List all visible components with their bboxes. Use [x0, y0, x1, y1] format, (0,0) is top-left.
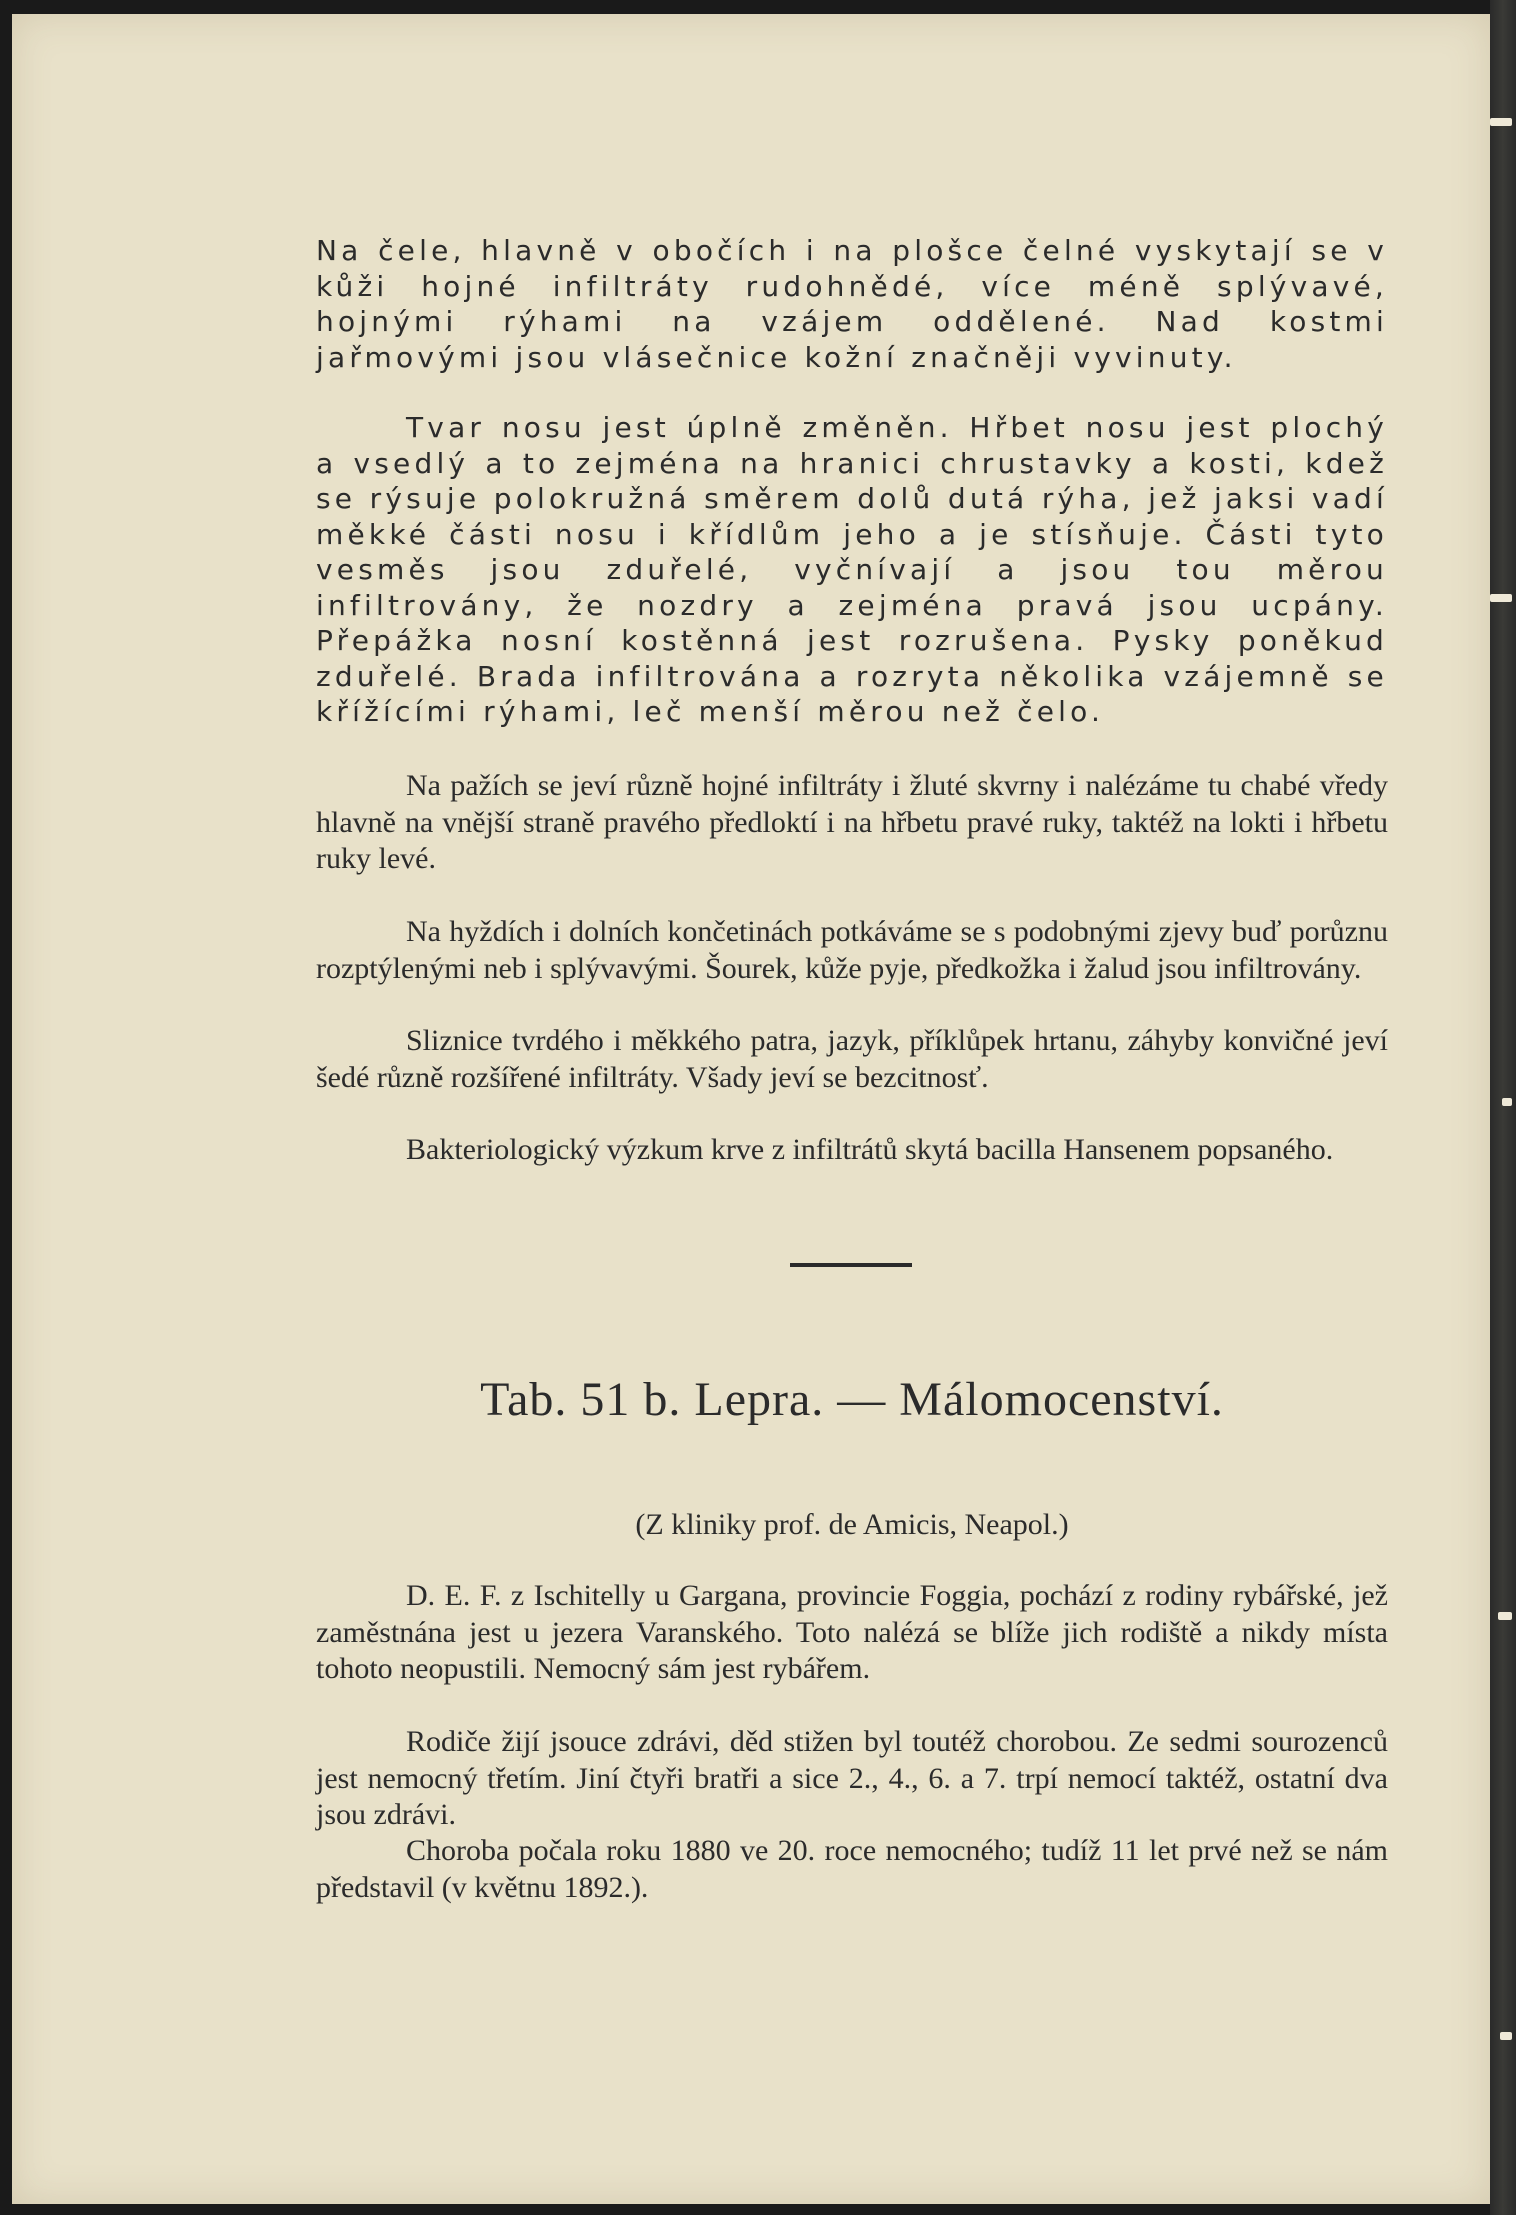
paragraph-onset: Choroba počala roku 1880 ve 20. roce nemocného; tudíž 11 let prvé než se nám představil (v květnu 1892.). — [316, 1834, 1388, 1904]
edge-mark — [1498, 1612, 1512, 1620]
edge-mark — [1490, 118, 1512, 126]
scan-edge — [1490, 0, 1516, 2215]
paragraph-buttocks: Na hyždích i dolních končetinách potkáváme se s podobnými zjevy buď porůznu rozptýlenými neb i splývavými. Šourek, kůže pyje, předkožka i žalud jsou infiltrovány. — [316, 915, 1388, 985]
paragraph-forehead: Na čele, hlavně v obočích i na plošce čelné vyskytají se v kůži hojné infiltráty rudohnědé, více méně splývavé, hojnými rýhami na vzájem oddělené. Nad kostmi jařmovými jsou vlásečnice kožní značněji vyvinuty. — [316, 234, 1388, 374]
paragraph-arms: Na pažích se jeví různě hojné infiltráty i žluté skvrny i nalézáme tu chabé vředy hlavně na vnější straně pravého předloktí i na hřbetu pravé ruky, taktéž na lokti i hřbetu ruky levé. — [316, 769, 1388, 875]
paragraph-mucosa: Sliznice tvrdého i měkkého patra, jazyk, příklůpek hrtanu, záhyby konvičné jeví šedé různě rozšířené infiltráty. Všady jeví se bezcitnosť. — [316, 1024, 1388, 1094]
section-subtitle: (Z kliniky prof. de Amicis, Neapol.) — [635, 1508, 1069, 1541]
paragraph-nose: Tvar nosu jest úplně změněn. Hřbet nosu jest plochý a vsedlý a to zejména na hranici chrustavky a kosti, kdež se rýsuje polokružná směrem dolů dutá rýha, jež jaksi vadí měkké části nosu i křídlům jeho a je stísňuje. Části tyto vesměs jsou zduřelé, vyčnívají a jsou tou měrou infiltrovány, že nozdry a zejména pravá jsou ucpány. Přepážka nosní kostěnná jest rozrušena. Pysky poněkud zduřelé. Brada infiltrována a rozryta několika vzájemně se křížícími rýhami, leč menší měrou než čelo. — [316, 411, 1388, 728]
paragraph-origin: D. E. F. z Ischitelly u Gargana, provincie Foggia, pochází z rodiny rybářské, jež zaměstnána jest u jezera Varanského. Toto nalézá se blíže jich rodiště a nikdy místa tohoto neopustili. Nemocný sám jest rybářem. — [316, 1579, 1388, 1685]
paragraph-bacteriology: Bakteriologický výzkum krve z infiltrátů skytá bacilla Hansenem popsaného. — [406, 1133, 1334, 1166]
edge-mark — [1490, 594, 1512, 602]
edge-mark — [1502, 1098, 1512, 1106]
edge-mark — [1500, 2032, 1512, 2040]
section-heading: Tab. 51 b. Lepra. — Málomocenství. — [480, 1373, 1224, 1426]
paragraph-family: Rodiče žijí jsouce zdrávi, děd stižen byl toutéž chorobou. Ze sedmi sourozenců jest nemocný třetím. Jiní čtyři bratři a sice 2., 4., 6. a 7. trpí nemocí taktéž, ostatní dva jsou zdrávi. — [316, 1725, 1388, 1831]
section-divider — [790, 1263, 912, 1267]
